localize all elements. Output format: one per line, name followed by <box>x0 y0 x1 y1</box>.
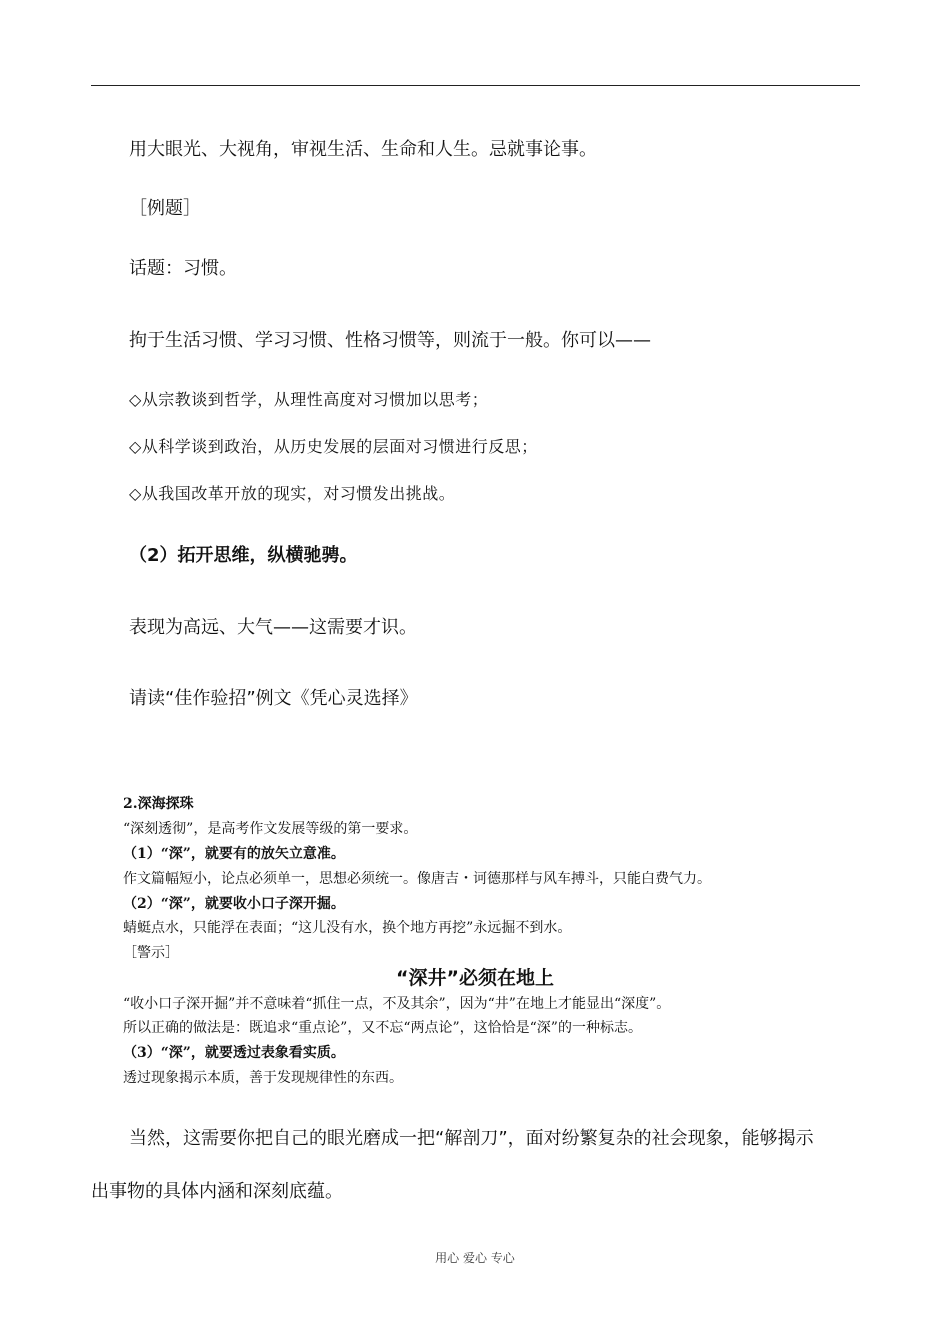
warning-text: “收小口子深开掘”并不意味着“抓住一点，不及其余”，因为“井”在地上才能显出“深度”。 <box>123 996 671 1012</box>
topic-line: 话题：习惯。 <box>129 258 237 279</box>
warning-label: ［警示］ <box>123 945 179 961</box>
bullet-item: ◇从宗教谈到哲学，从理性高度对习惯加以思考； <box>129 390 489 409</box>
page-footer: 用心 爱心 专心 <box>435 1251 515 1265</box>
point2-text: 蜻蜓点水，只能浮在表面；“这儿没有水，换个地方再挖”永远掘不到水。 <box>123 920 572 936</box>
point3-text: 透过现象揭示本质，善于发现规律性的东西。 <box>123 1070 403 1086</box>
bullet-item: ◇从我国改革开放的现实，对习惯发出挑战。 <box>129 484 456 503</box>
point3-title: （3）“深”，就要透过表象看实质。 <box>123 1045 345 1061</box>
read-prompt: 请读“佳作验招”例文《凭心灵选择》 <box>129 688 418 709</box>
section2-heading: 2.深海探珠 <box>123 796 194 812</box>
example-label: ［例题］ <box>129 198 201 219</box>
point1-title: （1）“深”，就要有的放矢立意准。 <box>123 846 345 862</box>
warning-title: “深井”必须在地上 <box>396 967 554 989</box>
section-heading: （2）拓开思维，纵横驰骋。 <box>129 545 358 566</box>
warning-text: 所以正确的做法是：既追求“重点论”，又不忘“两点论”，这恰恰是“深”的一种标志。 <box>123 1020 642 1036</box>
point1-text: 作文篇幅短小，论点必须单一，思想必须统一。像唐吉・诃德那样与风车搏斗，只能白费气力。 <box>123 871 711 887</box>
section2-intro: “深刻透彻”，是高考作文发展等级的第一要求。 <box>123 821 418 837</box>
closing-line: 当然，这需要你把自己的眼光磨成一把“解剖刀”，面对纷繁复杂的社会现象，能够揭示 <box>129 1128 814 1149</box>
bullet-item: ◇从科学谈到政治，从历史发展的层面对习惯进行反思； <box>129 437 538 456</box>
limited-line: 拘于生活习惯、学习习惯、性格习惯等，则流于一般。你可以—— <box>129 330 651 351</box>
closing-line: 出事物的具体内涵和深刻底蕴。 <box>91 1181 343 1202</box>
intro-line: 用大眼光、大视角，审视生活、生命和人生。忌就事论事。 <box>129 139 597 160</box>
header-rule <box>91 85 860 86</box>
point2-title: （2）“深”，就要收小口子深开掘。 <box>123 896 345 912</box>
expression-line: 表现为高远、大气——这需要才识。 <box>129 617 417 638</box>
